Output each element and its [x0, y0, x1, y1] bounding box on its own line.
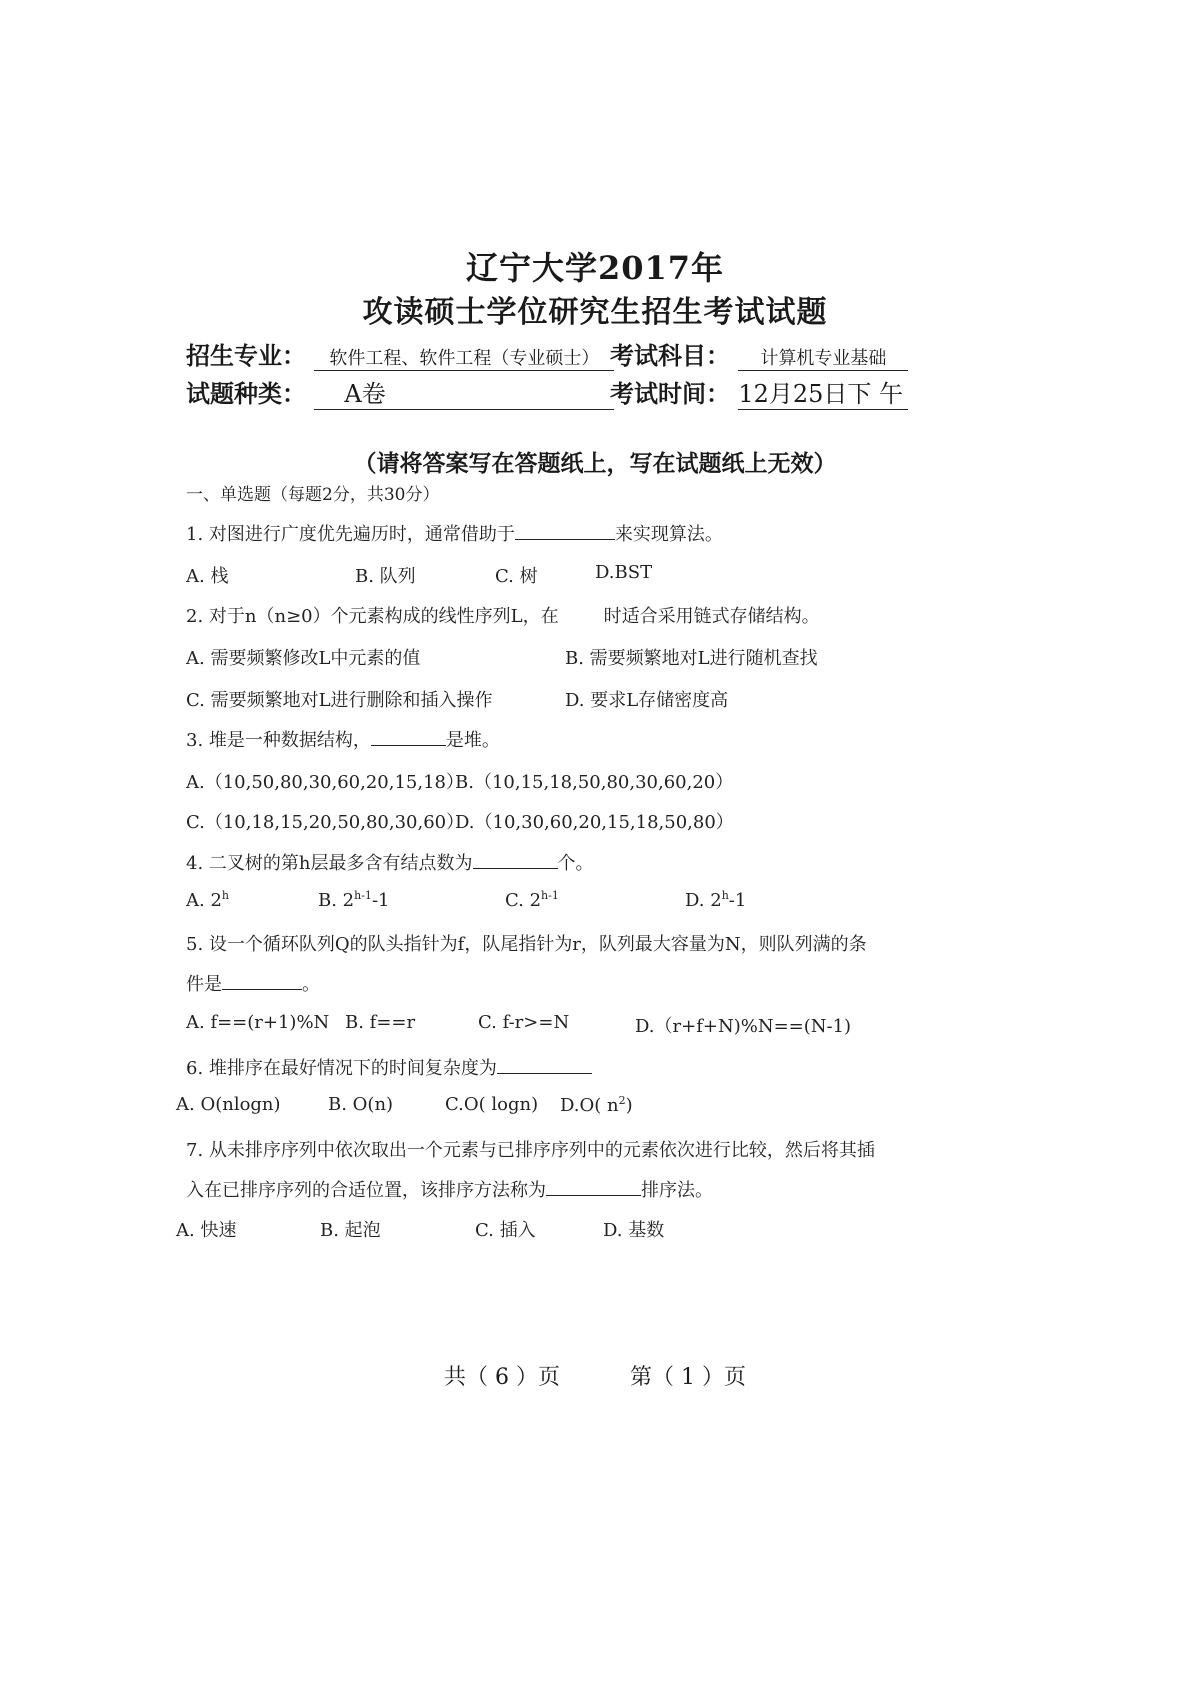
- question-7: 7. 从未排序序列中依次取出一个元素与已排序序列中的元素依次进行比较，然后将其插: [186, 1140, 875, 1161]
- question-stem-tail: 个。: [557, 853, 594, 874]
- question-stem-tail: 来实现算法。: [614, 524, 723, 545]
- q5-option-a: A. f==(r+1)%N: [186, 1012, 330, 1033]
- answer-blank: [515, 538, 615, 540]
- q1-option-a: A. 栈: [186, 566, 229, 587]
- question-stem: 2. 对于n（n≥0）个元素构成的线性序列L，在: [186, 606, 559, 627]
- exam-title-line1: 辽宁大学2017年: [465, 249, 725, 287]
- q3-option-c: C.（10,18,15,20,50,80,30,60）: [186, 812, 465, 833]
- current-page: 第（ 1 ）页: [630, 1365, 746, 1390]
- subject-row: [610, 336, 908, 371]
- q5-option-d: D.（r+f+N)%N==(N-1): [635, 1016, 852, 1037]
- q2-option-d: D. 要求L存储密度高: [565, 690, 729, 711]
- paper-type-label: 试题种类：: [186, 379, 306, 408]
- question-6: [186, 1054, 592, 1080]
- answer-blank: [497, 1072, 592, 1074]
- q1-option-d: D.BST: [595, 562, 653, 583]
- question-7-cont: [186, 1176, 713, 1202]
- question-stem-tail: 时适合采用链式存储结构。: [603, 606, 820, 627]
- question-stem: 入在已排序序列的合适位置，该排序方法称为: [186, 1180, 546, 1201]
- question-stem: 3. 堆是一种数据结构，: [186, 730, 371, 751]
- exam-time-label: 考试时间：: [610, 379, 730, 408]
- q4-option-d: D. 2$^h$-1: [685, 889, 747, 911]
- total-pages: 共（ 6 ）页: [444, 1365, 560, 1390]
- answer-note: （请将答案写在答题纸上，写在试题纸上无效）: [353, 450, 837, 477]
- q7-option-c: C. 插入: [475, 1220, 536, 1241]
- section-title: 一、单选题（每题2分，共30分）: [186, 485, 440, 505]
- q4-option-c: C. 2$^{h-1}$: [505, 889, 559, 911]
- question-1: [186, 520, 723, 546]
- question-stem-tail: 。: [302, 974, 320, 995]
- q6-option-b: B. O(n): [328, 1094, 394, 1115]
- question-5: 5. 设一个循环队列Q的队头指针为f，队尾指针为r，队列最大容量为N，则队列满的条: [186, 934, 867, 955]
- q2-option-b: B. 需要频繁地对L进行随机查找: [565, 648, 818, 669]
- exam-title-line2: 攻读硕士学位研究生招生考试试题: [362, 295, 828, 330]
- paper-type-row: [186, 374, 614, 410]
- q3-option-b: B.（10,15,18,50,80,30,60,20）: [455, 772, 734, 793]
- question-5-cont: [186, 970, 320, 996]
- q6-option-c: C.O( logn): [445, 1094, 539, 1115]
- major-value: 软件工程、软件工程（专业硕士）: [314, 344, 614, 371]
- q1-option-b: B. 队列: [355, 566, 416, 587]
- q3-option-d: D.（10,30,60,20,15,18,50,80）: [455, 812, 734, 833]
- question-3: [186, 726, 500, 752]
- q2-option-a: A. 需要频繁修改L中元素的值: [186, 648, 421, 669]
- subject-label: 考试科目：: [610, 341, 730, 370]
- exam-time-row: [610, 374, 908, 410]
- answer-blank: [473, 867, 558, 869]
- question-stem: 4. 二叉树的第h层最多含有结点数为: [186, 853, 473, 874]
- q7-option-a: A. 快速: [176, 1220, 237, 1241]
- question-stem: 6. 堆排序在最好情况下的时间复杂度为: [186, 1058, 497, 1079]
- q5-option-b: B. f==r: [345, 1012, 416, 1033]
- answer-blank: [371, 744, 446, 746]
- q4-option-a: A. 2$^h$: [186, 889, 229, 911]
- answer-blank: [546, 1194, 641, 1196]
- paper-type-value: A卷: [314, 374, 614, 410]
- q2-option-c: C. 需要频繁地对L进行删除和插入操作: [186, 690, 493, 711]
- question-2: [186, 602, 820, 628]
- q5-option-c: C. f-r>=N: [478, 1012, 570, 1033]
- q6-option-d: D.O( $n^2$): [560, 1094, 633, 1116]
- answer-blank: [222, 988, 302, 990]
- q7-option-b: B. 起泡: [320, 1220, 381, 1241]
- major-row: [186, 336, 614, 371]
- question-stem: 1. 对图进行广度优先遍历时，通常借助于: [186, 524, 515, 545]
- page-footer: [0, 1360, 1190, 1391]
- exam-time-value: 12月25日下 午: [738, 374, 908, 410]
- question-4: [186, 849, 594, 875]
- question-stem-tail: 是堆。: [445, 730, 500, 751]
- q1-option-c: C. 树: [495, 566, 538, 587]
- question-stem: 件是: [186, 974, 222, 995]
- subject-value: 计算机专业基础: [738, 344, 908, 371]
- q3-option-a: A.（10,50,80,30,60,20,15,18）: [186, 772, 465, 793]
- question-stem-tail: 排序法。: [641, 1180, 713, 1201]
- q4-option-b: B. 2$^{h-1}$-1: [318, 889, 390, 911]
- q6-option-a: A. O(nlogn): [176, 1094, 281, 1115]
- q7-option-d: D. 基数: [603, 1220, 665, 1241]
- major-label: 招生专业：: [186, 341, 306, 370]
